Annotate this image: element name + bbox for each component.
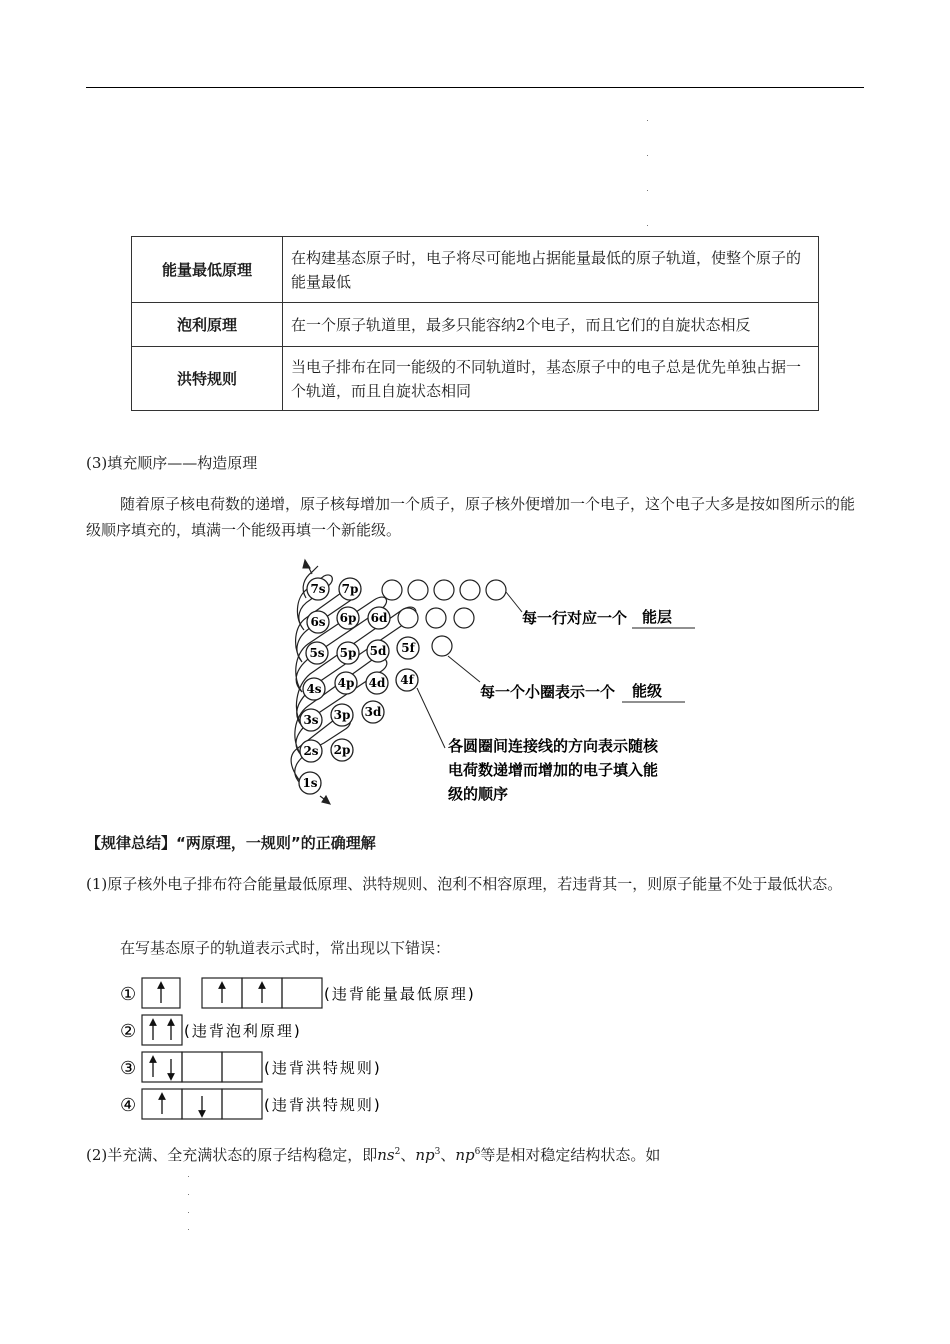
p3-after: 等是相对稳定结构状态。如: [480, 1146, 661, 1164]
section3-body: 随着原子核电荷数的递增，原子核每增加一个质子，原子核外便增加一个电子，这个电子大多是按如图所示的能级顺序填充的，填满一个能级再填一个新能级。: [86, 495, 856, 539]
orbital-6d: 6d: [370, 611, 388, 625]
p3-np2-sup: 6: [474, 1147, 481, 1157]
error-num-4: ④: [120, 1095, 137, 1116]
orbital-2p: 2p: [333, 743, 351, 757]
error-text-3: (违背洪特规则): [264, 1059, 382, 1077]
principle-name: 能量最低原理: [132, 237, 283, 303]
electron-arrows-3: [153, 1059, 171, 1077]
p3-np2: np: [455, 1146, 475, 1164]
orbital-7p: 7p: [341, 582, 359, 596]
error-text-2: (违背泡利原理): [184, 1022, 302, 1040]
aufbau-diagram: [280, 560, 720, 810]
electron-arrows-1: [161, 985, 262, 1003]
annotation-row-prefix: 每一行对应一个: [522, 609, 628, 627]
orbital-1s: 1s: [302, 776, 318, 790]
error-boxes-1: [142, 978, 322, 1008]
section3-heading: (3)填充顺序——构造原理: [86, 454, 258, 472]
annotation-circle-prefix: 每一个小圈表示一个: [480, 683, 616, 701]
dot-mark: [188, 1194, 189, 1195]
orbital-4s: 4s: [306, 682, 322, 696]
orbital-3s: 3s: [303, 713, 319, 727]
error-boxes-2: [142, 1015, 182, 1045]
p3-ns-sup: 2: [394, 1147, 401, 1157]
orbital-5d: 5d: [369, 644, 387, 658]
orbital-3p: 3p: [333, 708, 351, 722]
table-row: [132, 303, 819, 347]
dot-mark: [647, 120, 648, 121]
summary-p2: 在写基态原子的轨道表示式时，常出现以下错误：: [120, 939, 451, 957]
error-num-2: ②: [120, 1021, 137, 1042]
dot-mark: [647, 225, 648, 226]
orbital-3d: 3d: [364, 705, 382, 719]
orbital-4f: 4f: [400, 673, 414, 687]
p3-np-sup: 3: [434, 1147, 441, 1157]
orbital-7s: 7s: [310, 582, 326, 596]
header-rule: [86, 87, 864, 88]
orbital-5s: 5s: [309, 646, 325, 660]
summary-p1: (1)原子核外电子排布符合能量最低原理、洪特规则、泡利不相容原理，若违背其一，则原子能量不处于最低状态。: [86, 875, 843, 893]
table-row: [132, 347, 819, 411]
annotation-row-answer: 能层: [642, 608, 673, 626]
orbital-4p: 4p: [337, 676, 355, 690]
principle-desc: 在构建基态原子时，电子将尽可能地占据能量最低的原子轨道，使整个原子的能量最低: [283, 237, 819, 303]
annotation-line-2: 电荷数递增而增加的电子填入能: [448, 761, 659, 779]
dot-mark: [647, 190, 648, 191]
error-num-3: ③: [120, 1058, 137, 1079]
principle-name: 泡利原理: [132, 303, 283, 347]
orbital-6p: 6p: [339, 611, 357, 625]
summary-title: 【规律总结】“两原理，一规则”的正确理解: [86, 834, 376, 852]
annotation-line-3: 级的顺序: [448, 785, 509, 803]
table-row: [132, 237, 819, 303]
p3-sep1: 、: [400, 1146, 416, 1164]
error-boxes-3: [142, 1052, 262, 1082]
dot-mark: [188, 1212, 189, 1213]
summary-p3: [86, 1142, 864, 1168]
principle-desc: 当电子排布在同一能级的不同轨道时，基态原子中的电子总是优先单独占据一个轨道，而且自旋状态相同: [283, 347, 819, 411]
principle-desc: 在一个原子轨道里，最多只能容纳2个电子，而且它们的自旋状态相反: [283, 303, 819, 347]
p3-np: np: [415, 1146, 435, 1164]
principles-table: [131, 236, 819, 411]
p3-ns: ns: [377, 1146, 395, 1164]
orbital-5f: 5f: [401, 641, 415, 655]
error-diagrams: [118, 975, 538, 1125]
error-text-4: (违背洪特规则): [264, 1096, 382, 1114]
orbital-2s: 2s: [303, 744, 319, 758]
dot-mark: [188, 1176, 189, 1177]
principle-name: 洪特规则: [132, 347, 283, 411]
dot-mark: [647, 155, 648, 156]
annotation-circle-answer: 能级: [632, 682, 663, 700]
error-num-1: ①: [120, 984, 137, 1005]
error-text-1: (违背能量最低原理): [324, 985, 476, 1003]
orbital-4d: 4d: [368, 676, 386, 690]
p3-before: (2)半充满、全充满状态的原子结构稳定，即: [86, 1146, 378, 1164]
orbital-5p: 5p: [339, 646, 357, 660]
dot-mark: [188, 1229, 189, 1230]
p3-sep2: 、: [440, 1146, 456, 1164]
annotation-line-1: 各圆圈间连接线的方向表示随核: [448, 737, 659, 755]
electron-arrows-2: [153, 1022, 171, 1040]
orbital-6s: 6s: [310, 615, 326, 629]
